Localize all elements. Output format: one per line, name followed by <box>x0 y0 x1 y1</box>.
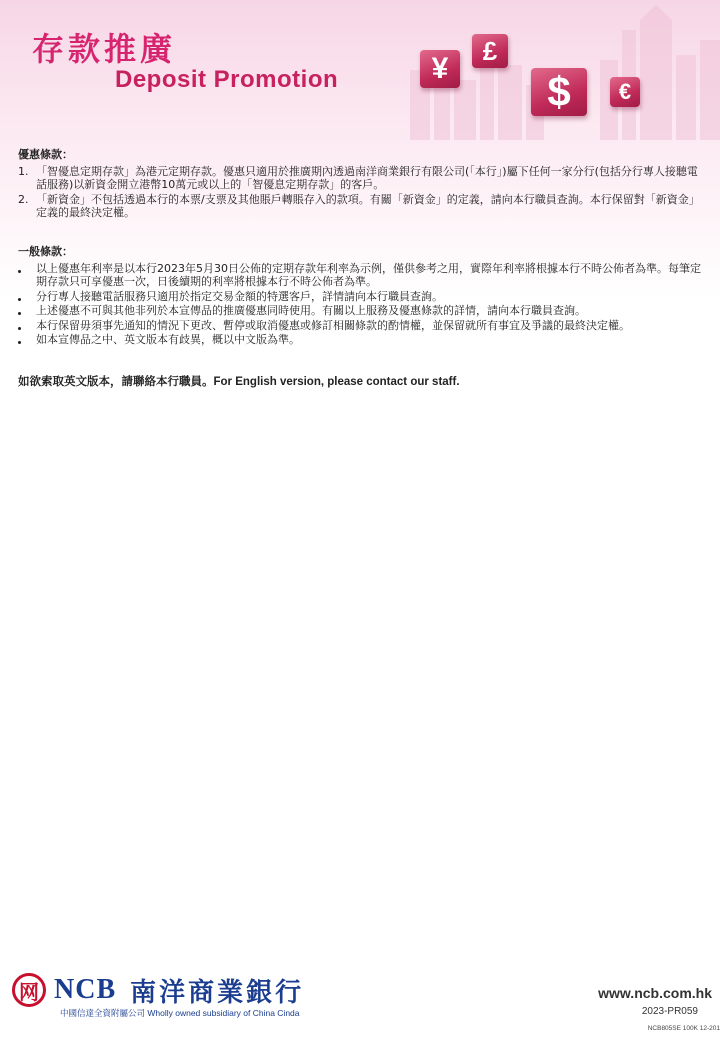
list-number: 2. <box>18 192 29 206</box>
list-item: 本行保留毋須事先通知的情況下更改、暫停或取消優惠或修訂相關條款的酌情權，並保留就所有事宜及爭議的最終決定權。 <box>18 319 703 333</box>
english-version-note <box>18 373 460 389</box>
website-link[interactable]: www.ncb.com.hk <box>598 985 712 1001</box>
pound-icon: £ <box>472 34 508 68</box>
print-code: NCB805SE 100K 12-201 <box>647 1025 720 1032</box>
logo-text-zh: 南洋商業銀行 <box>130 977 305 1008</box>
general-terms-title: 一般條款： <box>18 245 73 258</box>
english-note-en: For English version, please contact our staff. <box>213 376 460 388</box>
list-item: 如本宣傳品之中、英文版本有歧異，概以中文版為準。 <box>18 333 703 347</box>
list-number: 1. <box>18 164 29 178</box>
euro-icon: € <box>610 77 640 107</box>
list-item: 以上優惠年利率是以本行2023年5月30日公佈的定期存款年利率為示例，僅供參考之用，實際年利率將根據本行不時公佈者為準。每筆定期存款只可享優惠一次，日後續期的利率將根據本行不時公佈者為準。 <box>18 262 703 289</box>
page-title-en: Deposit Promotion <box>115 66 339 93</box>
offer-terms-section <box>18 148 703 221</box>
offer-terms-list <box>18 165 703 220</box>
list-text: 「智優息定期存款」為港元定期存款。優惠只適用於推廣期內透過南洋商業銀行有限公司(「本行」)屬下任何一家分行(包括分行專人接聽電話服務)以新資金開立港幣10萬元或以上的「智優息定期存款」的客戶。 <box>36 164 698 191</box>
subsidiary-note: 中國信達全資附屬公司 Wholly owned subsidiary of China Cinda <box>60 1008 300 1018</box>
ncb-emblem-icon: ⽹ <box>12 973 46 1007</box>
list-item <box>18 193 703 220</box>
list-item <box>18 165 703 192</box>
offer-terms-title: 優惠條款： <box>18 148 73 161</box>
list-text: 「新資金」不包括透過本行的本票/支票及其他賬戶轉賬存入的款項。有關「新資金」的定義，請向本行職員查詢。本行保留對「新資金」定義的最終決定權。 <box>36 192 700 219</box>
ncb-logo <box>12 970 304 1010</box>
list-item: 上述優惠不可與其他非列於本宣傳品的推廣優惠同時使用。有關以上服務及優惠條款的詳情，請向本行職員查詢。 <box>18 304 703 318</box>
page-title-zh: 存款推廣 <box>32 30 177 68</box>
yen-icon: ¥ <box>420 50 460 88</box>
list-item: 分行專人接聽電話服務只適用於指定交易金額的特選客戶，詳情請向本行職員查詢。 <box>18 290 703 304</box>
promotion-code: 2023-PR059 <box>641 1006 698 1017</box>
english-note-zh: 如欲索取英文版本，請聯絡本行職員。 <box>18 374 214 388</box>
dollar-icon: $ <box>531 68 587 116</box>
logo-text-ncb: NCB <box>54 974 117 1005</box>
general-terms-list <box>18 262 703 347</box>
general-terms-section <box>18 245 703 348</box>
